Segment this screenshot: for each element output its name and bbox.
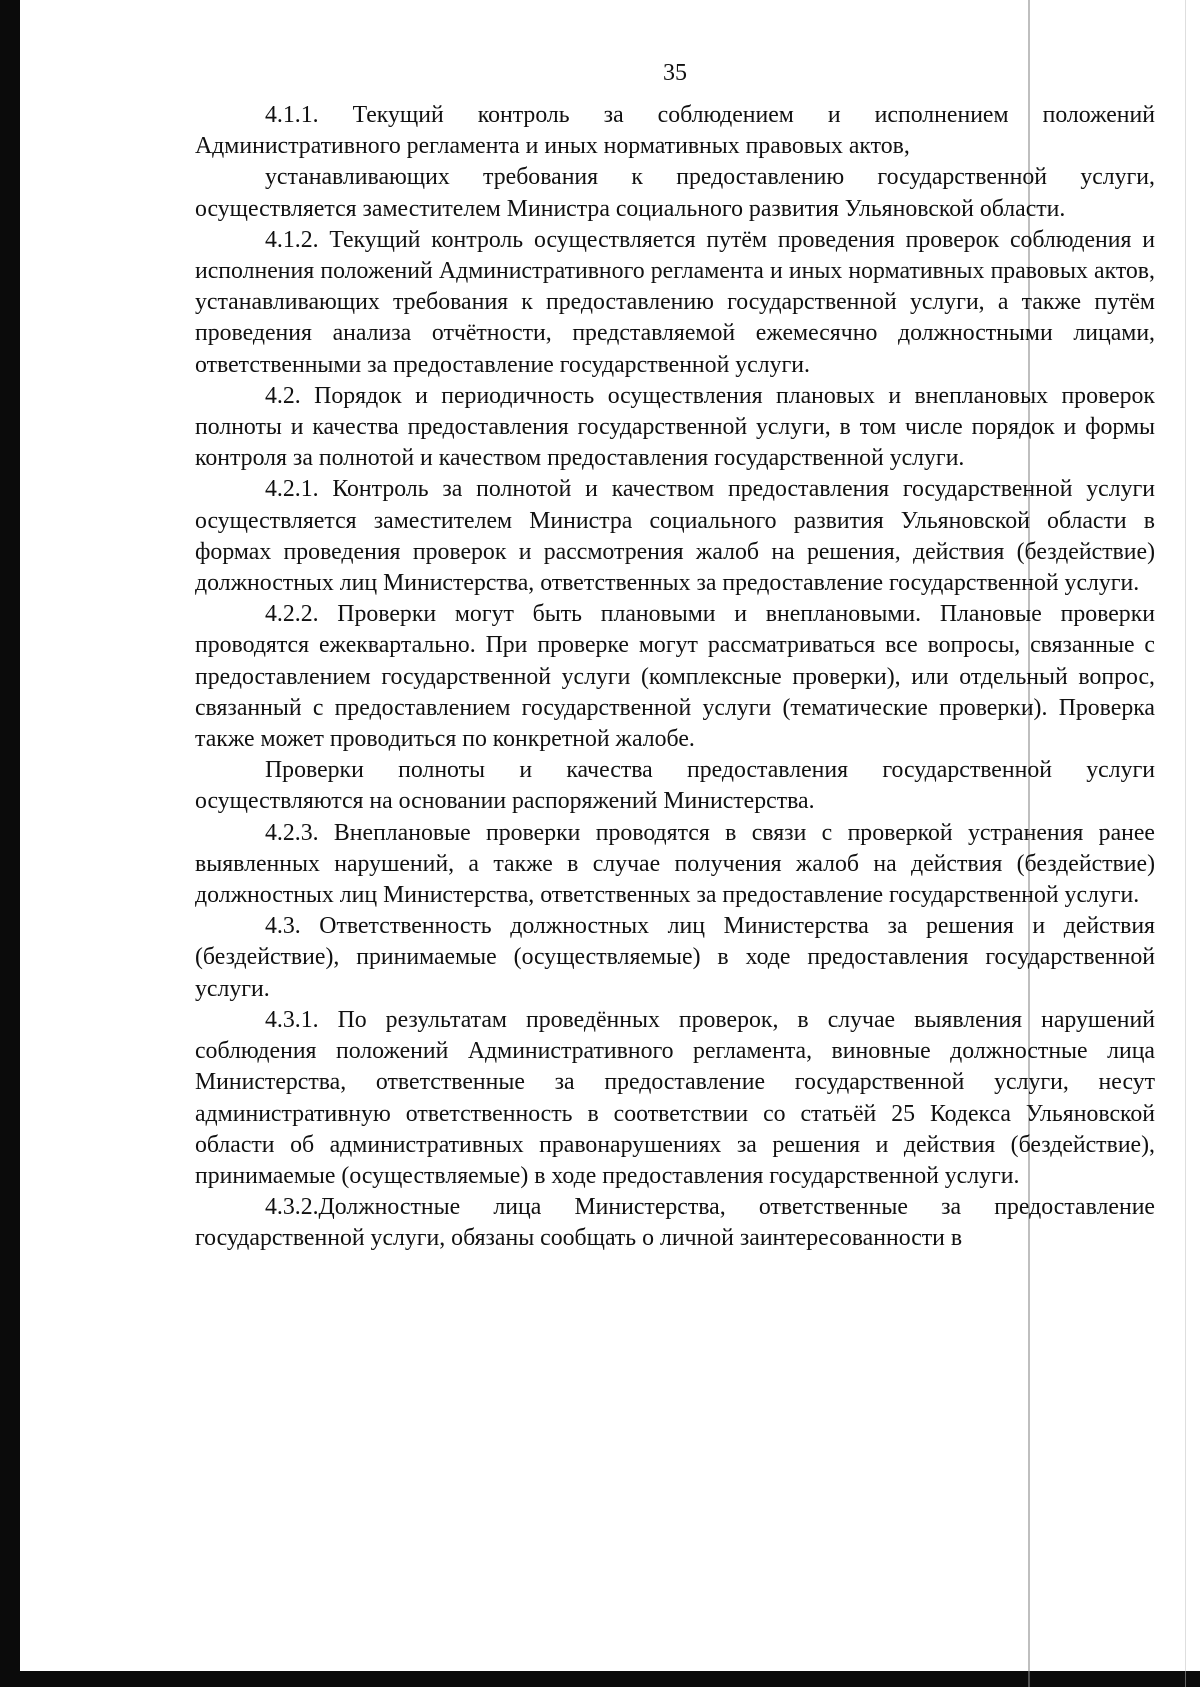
paragraph-4-2-3: 4.2.3. Внеплановые проверки проводятся в связи с проверкой устранения ранее выявленных нарушений, а также в случае получения жалоб на действия (бездействие) должностных лиц Министерства, ответственных за предоставление государственной услуги. (195, 819, 1155, 909)
page-number: 35 (663, 60, 687, 86)
scan-border-left (0, 0, 20, 1687)
document-body (195, 100, 1155, 1255)
paragraph-4-3-2: 4.3.2.Должностные лица Министерства, ответственные за предоставление государственной услуги, обязаны сообщать о личной заинтересованности в (195, 1194, 1155, 1252)
paragraph-4-1-1-continued: устанавливающих требования к предоставлению государственной услуги, осуществляется заместителем Министра социального развития Ульяновской области. (195, 164, 1155, 222)
paragraph-4-1-1: 4.1.1. Текущий контроль за соблюдением и исполнением положений Административного регламента и иных нормативных правовых актов, (195, 102, 1155, 160)
paragraph-4-2-1: 4.2.1. Контроль за полнотой и качеством предоставления государственной услуги осуществляется заместителем Министра социального развития Ульяновской области в формах проведения проверок и рассмотрения жалоб на решения, действия (бездействие) должностных лиц Министерства, ответственных за предоставление государственной услуги. (195, 476, 1155, 597)
paragraph-4-2-2-continued: Проверки полноты и качества предоставления государственной услуги осуществляются на основании распоряжений Министерства. (195, 757, 1155, 815)
paragraph-4-3: 4.3. Ответственность должностных лиц Министерства за решения и действия (бездействие), принимаемые (осуществляемые) в ходе предоставления государственной услуги. (195, 913, 1155, 1002)
paragraph-4-3-1: 4.3.1. По результатам проведённых проверок, в случае выявления нарушений соблюдения положений Административного регламента, виновные должностные лица Министерства, ответственные за предоставление государственной услуги, несут административную ответственность в соответствии со статьёй 25 Кодекса Ульяновской области об административных правонарушениях за решения и действия (бездействие), принимаемые (осуществляемые) в ходе предоставления государственной услуги. (195, 1006, 1155, 1189)
paragraph-4-1-2: 4.1.2. Текущий контроль осуществляется путём проведения проверок соблюдения и исполнения положений Административного регламента и иных нормативных правовых актов, устанавливающих требования к предоставлению государственной услуги, а также путём проведения анализа отчётности, представляемой ежемесячно должностными лицами, ответственными за предоставление государственной услуги. (195, 226, 1155, 378)
scan-border-bottom (20, 1671, 1200, 1687)
paragraph-4-2-2: 4.2.2. Проверки могут быть плановыми и внеплановыми. Плановые проверки проводятся ежеквартально. При проверке могут рассматриваться все вопросы, связанные с предоставлением государственной услуги (комплексные проверки), или отдельный вопрос, связанный с предоставлением государственной услуги (тематические проверки). Проверка также может проводиться по конкретной жалобе. (195, 601, 1155, 753)
paragraph-4-2: 4.2. Порядок и периодичность осуществления плановых и внеплановых проверок полноты и качества предоставления государственной услуги, в том числе порядок и формы контроля за полнотой и качеством предоставления государственной услуги. (195, 382, 1155, 472)
scan-artifact-line-faint (1185, 0, 1186, 1687)
